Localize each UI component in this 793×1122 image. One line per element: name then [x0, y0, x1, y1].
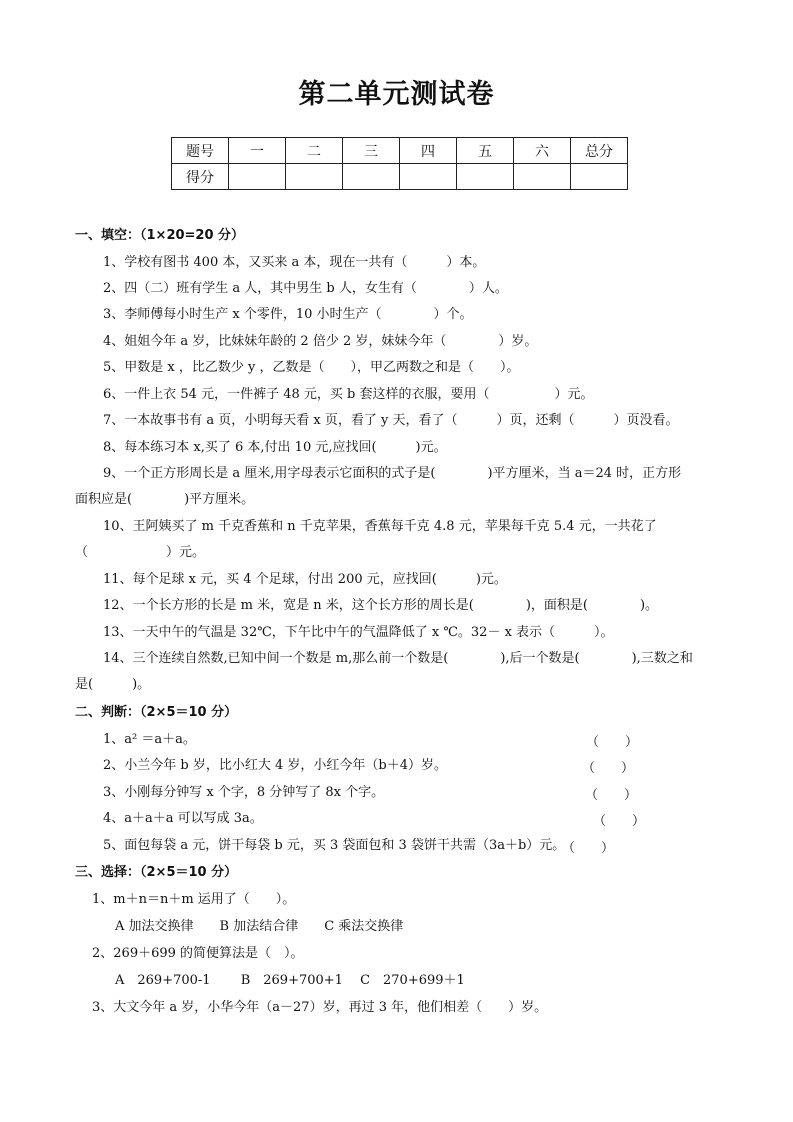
choice-options: A 加法交换律 B 加法结合律 C 乘法交换律	[115, 919, 404, 934]
question-line: 7、一本故事书有 a 页，小明每天看 x 页，看了 y 天，看了（ ）页，还剩（ ）页没看。	[103, 413, 679, 428]
question-line: （ ）元。	[75, 545, 206, 560]
choice-question: 3、大文今年 a 岁，小华今年（a－27）岁，再过 3 年，他们相差（ ）岁。	[92, 1000, 548, 1015]
judge-answer-paren[interactable]: （ ）	[585, 788, 638, 803]
score-input-cell[interactable]	[400, 164, 457, 190]
judge-line: 1、a² ＝a＋a。	[103, 732, 196, 747]
judge-line: 5、面包每袋 a 元，饼干每袋 b 元，买 3 袋面包和 3 袋饼干共需（3a＋b）元。	[103, 838, 566, 853]
question-line: 5、甲数是 x ，比乙数少 y ，乙数是（ ），甲乙两数之和是（ ）。	[103, 360, 520, 375]
question-line: 8、每本练习本 x,买了 6 本,付出 10 元,应找回( )元。	[103, 440, 447, 455]
score-cell: 一	[229, 138, 286, 164]
score-cell: 二	[286, 138, 343, 164]
score-input-cell[interactable]	[571, 164, 628, 190]
score-table	[171, 137, 628, 190]
question-line: 11、每个足球 x 元，买 4 个足球，付出 200 元，应找回( )元。	[103, 572, 507, 587]
question-line: 9、一个正方形周长是 a 厘米,用字母表示它面积的式子是( )平方厘米，当 a＝24 时，正方形	[103, 466, 682, 481]
choice-question: 2、269＋699 的简便算法是（ ）。	[92, 946, 304, 961]
question-line: 14、三个连续自然数,已知中间一个数是 m,那么前一个数是( ),后一个数是( ),三数之和	[103, 651, 693, 666]
question-line: 面积应是( )平方厘米。	[75, 492, 255, 507]
judge-answer-paren[interactable]: （ ）	[582, 761, 635, 776]
page-title: 第二单元测试卷	[298, 79, 495, 110]
section-heading-choice: 三、选择：（2×5＝10 分）	[75, 865, 238, 880]
question-line: 6、一件上衣 54 元，一件裤子 48 元，买 b 套这样的衣服，要用（ ）元。	[103, 387, 594, 402]
score-input-cell[interactable]	[286, 164, 343, 190]
judge-answer-paren[interactable]: （ ）	[593, 814, 646, 829]
score-input-cell[interactable]	[343, 164, 400, 190]
judge-line: 4、a＋a＋a 可以写成 3a。	[103, 811, 263, 826]
score-cell: 总分	[571, 138, 628, 164]
choice-question: 1、m＋n＝n＋m 运用了（ ）。	[92, 892, 296, 907]
question-line: 4、姐姐今年 a 岁，比妹妹年龄的 2 倍少 2 岁，妹妹今年（ ）岁。	[103, 334, 538, 349]
choice-options: A 269+700-1 B 269+700+1 C 270+699＋1	[115, 973, 465, 988]
judge-line: 3、小刚每分钟写 x 个字，8 分钟写了 8x 个字。	[103, 785, 385, 800]
judge-answer-paren[interactable]: （ ）	[586, 735, 639, 750]
judge-answer-paren[interactable]: （ ）	[562, 841, 615, 856]
question-line: 是( )。	[75, 677, 151, 692]
score-input-cell[interactable]	[457, 164, 514, 190]
score-cell: 三	[343, 138, 400, 164]
question-line: 10、王阿姨买了 m 千克香蕉和 n 千克苹果，香蕉每千克 4.8 元，苹果每千克 5.4 元，一共花了	[103, 519, 657, 534]
score-cell: 六	[514, 138, 571, 164]
section-heading-fill: 一、填空：（1×20=20 分）	[75, 228, 245, 243]
score-input-cell[interactable]	[229, 164, 286, 190]
question-line: 13、一天中午的气温是 32℃，下午比中午的气温降低了 x ℃。32－ x 表示（ ）。	[103, 625, 614, 640]
score-cell: 五	[457, 138, 514, 164]
judge-line: 2、小兰今年 b 岁，比小红大 4 岁，小红今年（b＋4）岁。	[103, 758, 447, 773]
score-header-row	[172, 138, 628, 164]
score-cell: 四	[400, 138, 457, 164]
score-cell: 题号	[172, 138, 229, 164]
question-line: 2、四（二）班有学生 a 人，其中男生 b 人，女生有（ ）人。	[103, 281, 508, 296]
question-line: 3、李师傅每小时生产 x 个零件，10 小时生产（ ）个。	[103, 307, 473, 322]
question-line: 1、学校有图书 400 本，又买来 a 本，现在一共有（ ）本。	[103, 255, 486, 270]
score-value-row	[172, 164, 628, 190]
section-heading-judge: 二、判断：（2×5＝10 分）	[75, 705, 238, 720]
score-input-cell[interactable]	[514, 164, 571, 190]
question-line: 12、一个长方形的长是 m 米，宽是 n 米，这个长方形的周长是( )，面积是( )。	[103, 598, 659, 613]
score-cell: 得分	[172, 164, 229, 190]
